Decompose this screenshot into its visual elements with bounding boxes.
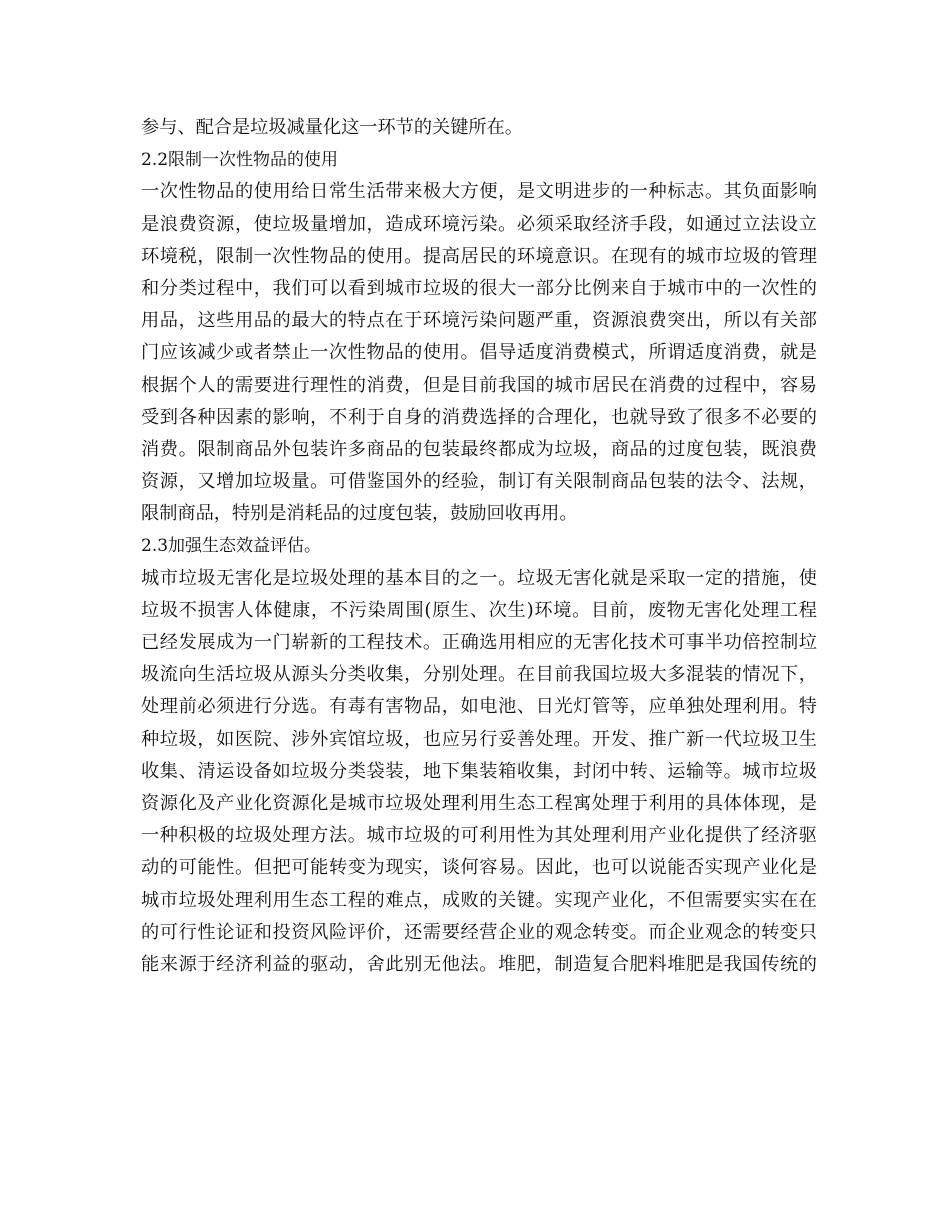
text-line: 能来源于经济利益的驱动，舍此别无他法。堆肥，制造复合肥料堆肥是我国传统的 — [141, 953, 817, 975]
text-line: 城市垃圾无害化是垃圾处理的基本目的之一。垃圾无害化就是采取一定的措施，使 — [141, 567, 817, 589]
text-line: 门应该减少或者禁止一次性物品的使用。倡导适度消费模式，所谓适度消费，就是 — [141, 342, 817, 364]
text-line: 根据个人的需要进行理性的消费，但是目前我国的城市居民在消费的过程中，容易 — [141, 374, 817, 396]
text-line: 垃圾不损害人体健康，不污染周围(原生、次生)环境。目前，废物无害化处理工程 — [141, 599, 817, 621]
text-line: 种垃圾，如医院、涉外宾馆垃圾，也应另行妥善处理。开发、推广新一代垃圾卫生 — [141, 728, 817, 750]
text-line: 收集、清运设备如垃圾分类袋装，地下集装箱收集，封闭中转、运输等。城市垃圾 — [141, 760, 817, 782]
text-line: 资源化及产业化资源化是城市垃圾处理利用生态工程寓处理于利用的具体体现，是 — [141, 792, 817, 814]
text-line: 受到各种因素的影响，不利于自身的消费选择的合理化，也就导致了很多不必要的 — [141, 406, 817, 428]
text-line: 处理前必须进行分选。有毒有害物品，如电池、日光灯管等，应单独处理利用。特 — [141, 696, 817, 718]
text-line: 一次性物品的使用给日常生活带来极大方便，是文明进步的一种标志。其负面影响 — [141, 181, 817, 203]
text-line: 限制商品，特别是消耗品的过度包装，鼓励回收再用。 — [141, 503, 578, 525]
text-line: 圾流向生活垃圾从源头分类收集，分别处理。在目前我国垃圾大多混装的情况下， — [141, 664, 817, 686]
text-line: 城市垃圾处理利用生态工程的难点，成败的关键。实现产业化，不但需要实实在在 — [141, 889, 817, 911]
text-line: 消费。限制商品外包装许多商品的包装最终都成为垃圾，商品的过度包装，既浪费 — [141, 438, 817, 460]
section-heading: 2.2限制一次性物品的使用 — [141, 150, 339, 171]
body-text — [141, 112, 817, 981]
text-line: 一种积极的垃圾处理方法。城市垃圾的可利用性为其处理利用产业化提供了经济驱 — [141, 825, 817, 847]
text-line: 动的可能性。但把可能转变为现实，谈何容易。因此，也可以说能否实现产业化是 — [141, 857, 817, 879]
section-heading: 2.3加强生态效益评估。 — [141, 536, 322, 557]
text-line: 是浪费资源，使垃圾量增加，造成环境污染。必须采取经济手段，如通过立法设立 — [141, 213, 817, 235]
text-line: 的可行性论证和投资风险评价，还需要经营企业的观念转变。而企业观念的转变只 — [141, 921, 817, 943]
text-line: 用品，这些用品的最大的特点在于环境污染问题严重，资源浪费突出，所以有关部 — [141, 310, 817, 332]
text-line: 已经发展成为一门崭新的工程技术。正确选用相应的无害化技术可事半功倍控制垃 — [141, 632, 817, 653]
text-line: 参与、配合是垃圾减量化这一环节的关键所在。 — [141, 117, 523, 138]
text-line: 资源，又增加垃圾量。可借鉴国外的经验，制订有关限制商品包装的法令、法规， — [141, 471, 817, 493]
text-line: 环境税，限制一次性物品的使用。提高居民的环境意识。在现有的城市垃圾的管理 — [141, 245, 817, 267]
text-line: 和分类过程中，我们可以看到城市垃圾的很大一部分比例来自于城市中的一次性的 — [141, 277, 817, 299]
